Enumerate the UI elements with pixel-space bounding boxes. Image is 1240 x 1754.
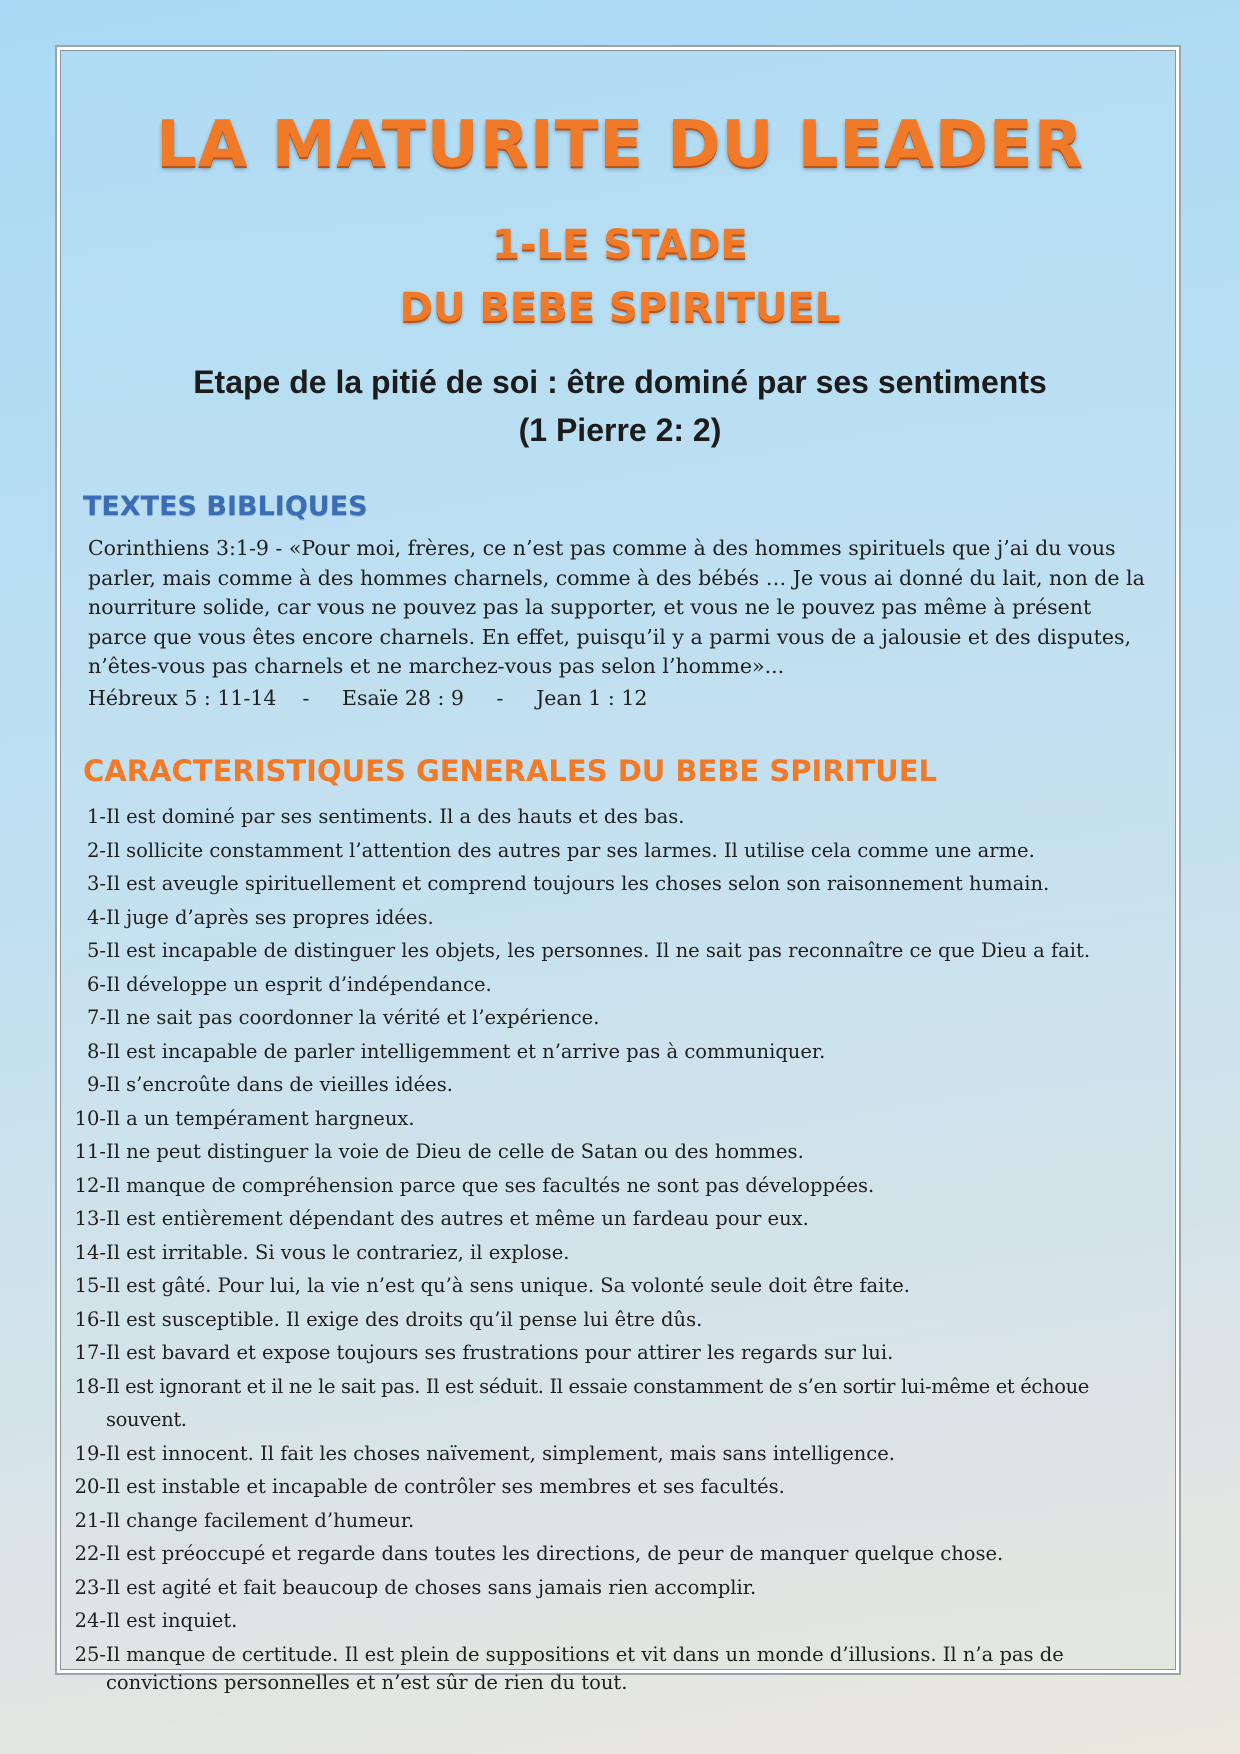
item-number: 1- xyxy=(87,805,106,828)
list-item xyxy=(72,1571,1162,1605)
item-number: 16- xyxy=(74,1307,106,1331)
biblical-references: Hébreux 5 : 11-14 - Esaïe 28 : 9 - Jean 1 : 12 xyxy=(88,686,648,710)
item-text: Il manque de certitude. Il est plein de suppositions et vit dans un monde d’illusions. Il n’a pas de convictions personnelles et n’est sûr de rien du tout. xyxy=(106,1642,1064,1694)
item-text: Il change facilement d’humeur. xyxy=(106,1508,415,1532)
item-number: 20- xyxy=(74,1475,106,1498)
list-item xyxy=(72,1504,1162,1538)
item-number: 8- xyxy=(87,1039,106,1063)
item-number: 10- xyxy=(74,1106,106,1130)
list-item xyxy=(72,1470,1162,1504)
list-item xyxy=(72,867,1162,901)
item-number: 13- xyxy=(74,1207,106,1230)
page-title: LA MATURITE DU LEADER xyxy=(156,108,1084,182)
item-number: 15- xyxy=(74,1274,106,1297)
item-text: Il est entièrement dépendant des autres et même un fardeau pour eux. xyxy=(106,1207,809,1230)
item-number: 6- xyxy=(87,972,106,996)
item-number: 14- xyxy=(74,1240,106,1264)
item-text: Il est agité et fait beaucoup de choses sans jamais rien accomplir. xyxy=(106,1575,757,1599)
item-text: Il est dominé par ses sentiments. Il a des hauts et des bas. xyxy=(106,805,685,828)
list-item xyxy=(72,1169,1162,1203)
subtitle-line-2: DU BEBE SPIRITUEL xyxy=(399,285,841,331)
list-item xyxy=(72,1638,1162,1697)
item-text: Il est inquiet. xyxy=(106,1609,238,1632)
item-number: 19- xyxy=(74,1441,106,1465)
stage-reference: (1 Pierre 2: 2) xyxy=(518,412,722,448)
list-item xyxy=(72,1269,1162,1303)
item-number: 4- xyxy=(87,905,106,929)
list-item xyxy=(72,1035,1162,1069)
item-number: 22- xyxy=(74,1542,106,1565)
list-item xyxy=(72,1437,1162,1471)
item-text: Il est instable et incapable de contrôler ses membres et ses facultés. xyxy=(106,1475,785,1498)
item-text: Il ne sait pas coordonner la vérité et l’expérience. xyxy=(106,1006,600,1029)
subtitle-line-1: 1-LE STADE xyxy=(492,222,748,268)
list-item xyxy=(72,1303,1162,1337)
biblical-text-paragraph: Corinthiens 3:1-9 - «Pour moi, frères, ce n’est pas comme à des hommes spirituels que j’ai du vous parler, mais comme à des hommes charnels, comme à des bébés … Je vous ai donné du lait, non de la nourriture solide, car vous ne pouvez pas la supporter, et vous ne le pouvez pas même à présent parce que vous êtes encore charnels. En effet, puisqu’il y a parmi vous de a jalousie et des disputes, n’êtes-vous pas charnels et ne marchez-vous pas selon l’homme»... xyxy=(88,536,1145,678)
item-number: 3- xyxy=(87,872,106,895)
list-item xyxy=(72,1102,1162,1136)
list-item xyxy=(72,901,1162,935)
item-text: Il s’encroûte dans de vieilles idées. xyxy=(106,1073,453,1096)
characteristics-list xyxy=(72,800,1162,1697)
item-number: 18- xyxy=(74,1374,106,1398)
characteristics-heading: CARACTERISTIQUES GENERALES DU BEBE SPIRITUEL xyxy=(83,754,937,788)
item-number: 24- xyxy=(74,1609,106,1632)
list-item xyxy=(72,834,1162,868)
item-number: 2- xyxy=(87,838,106,862)
item-number: 9- xyxy=(87,1073,106,1096)
item-number: 7- xyxy=(87,1006,106,1029)
list-item xyxy=(72,1202,1162,1236)
item-text: Il a un tempérament hargneux. xyxy=(106,1106,415,1130)
item-number: 12- xyxy=(74,1173,106,1197)
item-text: Il juge d’après ses propres idées. xyxy=(106,905,434,929)
item-text: Il sollicite constamment l’attention des autres par ses larmes. Il utilise cela comme une arme. xyxy=(106,838,1035,862)
list-item xyxy=(72,934,1162,968)
stage-description: Etape de la pitié de soi : être dominé par ses sentiments xyxy=(193,364,1047,400)
list-item xyxy=(72,800,1162,834)
item-text: Il est gâté. Pour lui, la vie n’est qu’à sens unique. Sa volonté seule doit être faite. xyxy=(106,1274,910,1297)
item-text: Il développe un esprit d’indépendance. xyxy=(106,972,492,996)
item-number: 11- xyxy=(74,1140,106,1163)
list-item xyxy=(72,968,1162,1002)
item-text: Il est ignorant et il ne le sait pas. Il est séduit. Il essaie constamment de s’en sortir lui-même et échoue souvent. xyxy=(106,1374,1089,1431)
item-number: 23- xyxy=(74,1575,106,1599)
biblical-texts-heading: TEXTES BIBLIQUES xyxy=(83,491,368,522)
item-text: Il manque de compréhension parce que ses facultés ne sont pas développées. xyxy=(106,1173,875,1197)
item-text: Il est incapable de distinguer les objets, les personnes. Il ne sait pas reconnaître ce que Dieu a fait. xyxy=(106,939,1091,962)
item-text: Il est bavard et expose toujours ses frustrations pour attirer les regards sur lui. xyxy=(106,1341,894,1364)
list-item xyxy=(72,1135,1162,1169)
list-item xyxy=(72,1001,1162,1035)
list-item xyxy=(72,1068,1162,1102)
list-item xyxy=(72,1604,1162,1638)
item-number: 25- xyxy=(74,1642,106,1666)
list-item xyxy=(72,1236,1162,1270)
item-text: Il est innocent. Il fait les choses naïvement, simplement, mais sans intelligence. xyxy=(106,1441,895,1465)
list-item xyxy=(72,1537,1162,1571)
item-text: Il est susceptible. Il exige des droits qu’il pense lui être dûs. xyxy=(106,1307,703,1331)
item-text: Il est irritable. Si vous le contrariez, il explose. xyxy=(106,1240,570,1264)
item-text: Il est aveugle spirituellement et comprend toujours les choses selon son raisonnement humain. xyxy=(106,872,1050,895)
item-number: 5- xyxy=(87,939,106,962)
item-text: Il est préoccupé et regarde dans toutes les directions, de peur de manquer quelque chose. xyxy=(106,1542,1004,1565)
item-number: 21- xyxy=(74,1508,106,1532)
list-item xyxy=(72,1336,1162,1370)
item-text: Il est incapable de parler intelligemment et n’arrive pas à communiquer. xyxy=(106,1039,826,1063)
list-item xyxy=(72,1370,1162,1437)
item-text: Il ne peut distinguer la voie de Dieu de celle de Satan ou des hommes. xyxy=(106,1140,804,1163)
item-number: 17- xyxy=(74,1341,106,1364)
